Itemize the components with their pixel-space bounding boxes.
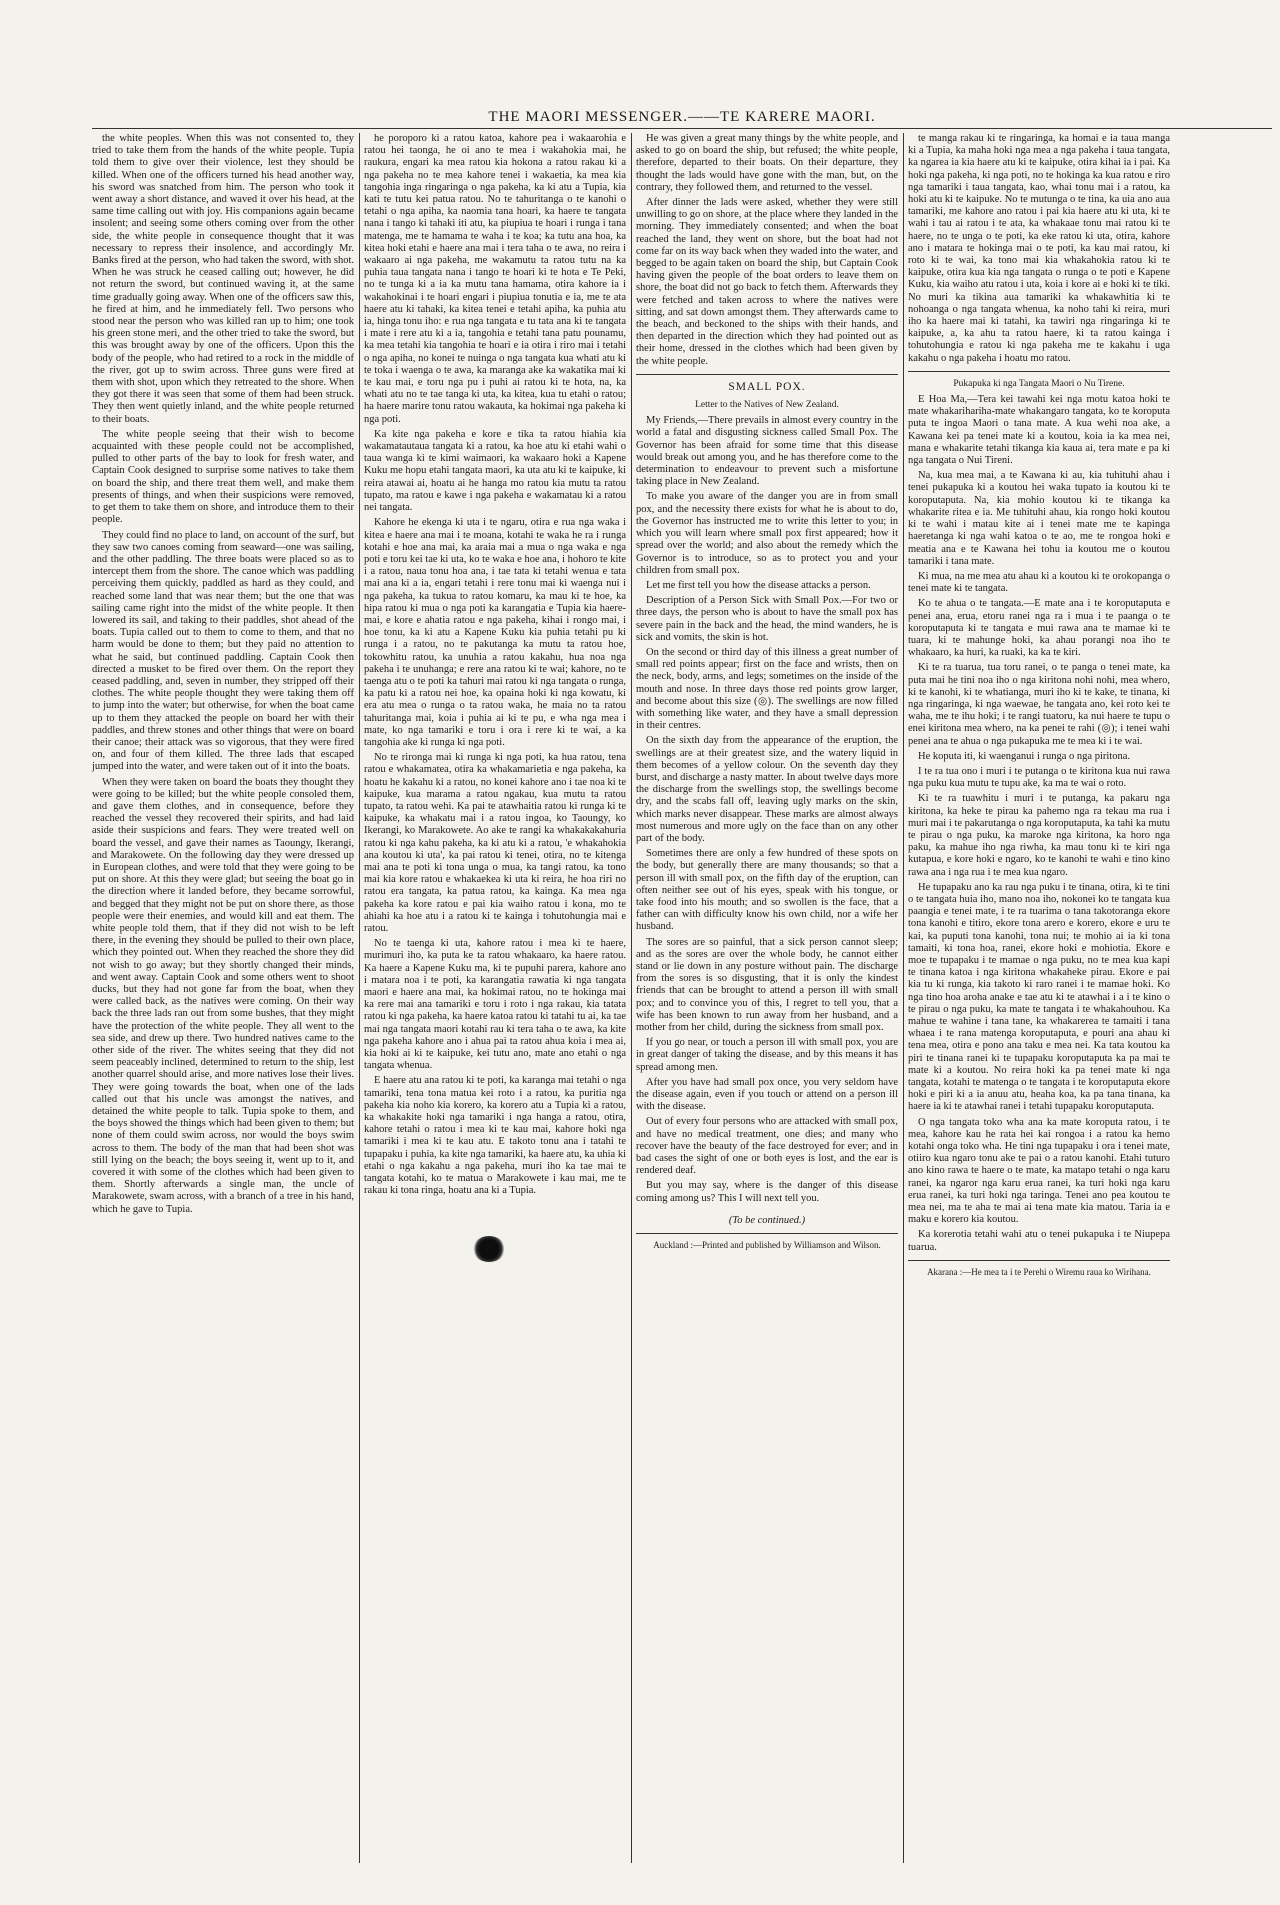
paragraph: On the sixth day from the appearance of the eruption, the swellings are at their greatest size, and the watery liquid in them becomes of a yellow colour. On the seventh day they burst, and discharge a nasty matter. In about twelve days more the discharge from the swellings stop, the swellings become dry, and the scabs fall off, leaving ugly marks on the skin, which marks never disappear. These marks are almost always most numerous and more ugly on the face than on any other part of the body. [636, 735, 898, 844]
printer-imprint: Akarana :—He mea ta i te Perehi o Wiremu raua ko Wirihana. [927, 1266, 1151, 1277]
section-rule [908, 371, 1170, 372]
paragraph: the white peoples. When this was not consented to, they tried to take them from the hands of the white people. Tupia told them to give over their violence, lest they should be killed. When one of the officers turned his head another way, his sword was snatched from him. The person who took it went away a short distance, and waved it over his head, at the same time calling out with joy. His companions again became insolent; and seeing some others coming over from the other side, the white people in consequence thought that it was necessary to repress their insolence, and accordingly Mr. Banks fired at the person, who had taken the sword, with shot. When he was struck he ceased calling out; however, he did not return the sword, but continued waving it, at the same time gradually going away. When one of the officers saw this, he fired at him, and he immediately fell. Two persons who stood near the person who was killed ran up to him; one took his green stone meri, and the other tried to take the sword, but this was brought away by one of the officers. Upon this the body of the people, who had retired to a rock in the middle of the river, got up to swim across. Three guns were fired at them with shot, upon which they retreated to the shore. When they got there it was seen that some of them had been struck. They then went quietly inland, and the white people returned to their boats. [92, 133, 354, 425]
masthead-rule [92, 128, 1272, 129]
column-divider [903, 133, 904, 1863]
paragraph: Ko te ahua o te tangata.—E mate ana i te koroputaputa e penei ana, erua, etoru ranei nga ra i mua i te paanga o te koroputaputa ki te tangata e mui rawa ana te mamae ki te tuara, ki te mahunge hoki, ka ahau porangi noa iho te whakaaro, ka huri, ka ruaki, ka ka te kiri. [908, 598, 1170, 659]
paragraph: I te ra tua ono i muri i te putanga o te kiritona kua nui rawa nga puku kua mutu te tupu ake, ka ma te wai o roto. [908, 765, 1170, 790]
paragraph: On the second or third day of this illness a great number of small red points appear; first on the face and wrists, then on the neck, body, arms, and legs; sometimes on the inside of the mouth and nose. In three days those red points grow larger, and become about this size (◎). The swellings are now filled with something like water, and they have a small depression in their centres. [636, 646, 898, 732]
paragraph: Kahore he ekenga ki uta i te ngaru, otira e rua nga waka i kitea e haere ana mai i te moana, kotahi te waka he ra i runga kotahi e hoe ana mai, ka araia mai a mua o nga waka e nga poti e toru kei tae ki uta, ko te waka e hoe ana, i hohoro te kite i a ratou, naua tonu hoa ana, i tae tata ki tetahi wenua e tata mai ana ki a ia, engari tetahi i rere tonu mai ki waenga nui i nga pakeha, ka tukua to ratou komaru, ka mau ki te hoe, ka hipa ratou ki mua o nga poti ka karangatia e Tupia kia haere-mai, e kore e ahatia ratou e nga pakeha, kihai i rongo mai, i hoe tonu, ka ki atu a Kapene Kuku kia puhia tetahi pu ki runga i a ratou, no te pakutanga ka mutu ta ratou hoe, tokowhitu ratou, ka unuhia a ratou kakahu, hua noa nga pakeha i te unuhanga; e rere ana ratou ki te wai; kahore, no te taenga atu o te poti ka tahuri mai ratou ki nga tangata o runga, ka patu ki a ratou nei hoe, ka opaina hoki ki nga kowatu, ki era atu mea o runga o ta ratou waka, he maia no ta ratou tahuritanga mai, koia i puhia ai ki te pu, e wha nga mea i mate, ko nga tamariki e toru i ora i rere ki te wai, a ka tangohia ake ki runga ki nga poti. [364, 517, 626, 748]
imprint-rule [636, 1233, 898, 1234]
column-3 [636, 133, 898, 1251]
paragraph: To make you aware of the danger you are in from small pox, and the necessity there exists for what he is about to do, the Governor has instructed me to write this letter to you; in which you will learn where small pox first appeared; how it spread over the world; and also about the remedy which the Governor is to introduce, so as to protect you and your children from small pox. [636, 491, 898, 576]
article-heading: Pukapuka ki nga Tangata Maori o Nu Tirene. [953, 378, 1125, 389]
paragraph: Ka kite nga pakeha e kore e tika ta ratou hiahia kia wakamatautaua tangata ki a ratou, ka hoe atu ki etahi wahi o taua wanga ki te kimi waimaori, ka wakaaro hoki a Kapene Kuku me hopu etahi tangata maori, ka uta atu ki te kaipuke, ki reira atawai ai, hoatu ai he hanga mo ratou kia mutu ta ratou tupato, ma ratou e kawe i nga pakeha e wakamatau ki a ratou nei tangata. [364, 428, 626, 514]
paragraph: Ki mua, na me mea atu ahau ki a koutou ki te orokopanga o tenei mate ki te tangata. [908, 570, 1170, 595]
column-2 [364, 133, 626, 1200]
paragraph: No te rironga mai ki runga ki nga poti, ka hua ratou, tena ratou e whakamatea, otira ka whakamarietia e nga pakeha, ka hoatu he kakahu ki a ratou, no konei kahore ano i tae noa ki te kaipuke, kua marama a ratou ngakau, kua mutu ta ratou tupato, ta ratou wehi. Ka pai te atawhaitia ratou ki runga ki te kaipuke, ka whakatu mai i a ratou ingoa, ko Taoungy, ko Ikerangi, ko Marakowete. Ao ake te rangi ka whakakakahuria ratou ki nga kahu pakeha, ka ki atu ki a ratou, 'e whakahokia ana koutou ki uta', ka pai ratou ki tenei, otira, no te kitenga mai ana te poti ki tona unga o mua, ka tangi ratou, ka tono mai kia kore ratou e whakaekea ki uta ki reira, he hoa riri no ratou era tangata, ka patua ratou, ka kainga. Ka mea nga pakeha ka kore ratou e pai kia waiho ratou i kona, mo te ahiahi ka hoe atu i a ratou ki te kainga i tohutohungia mai e ratou. [364, 752, 626, 934]
paragraph: No te taenga ki uta, kahore ratou i mea ki te haere, murimuri iho, ka puta ke ta ratou whakaaro, ka haere ratou. Ka haere a Kapene Kuku ma, ki te pupuhi parera, kahore ano i matara noa i te poti, ka karangatia rawatia ki nga tangata maori e haere ana mai, ka hokimai ratou, no te hokinga mai ka rere mai ana tamariki e toru i roto i nga rakau, kia tatata ratou ki nga pakeha, ka haere katoa ratou ki tatahi tu ai, ka tae mai nga tangata maori kotahi rau ki tera taha o te awa, ka kite nga pakeha kahore ano i ahua pai ta ratou ahua koia i mea ai, kia hoki ai ki te kaipuke, kei tutu ano, mate ano etahi o nga tangata whenua. [364, 938, 626, 1072]
printer-imprint: Auckland :—Printed and published by Williamson and Wilson. [653, 1240, 881, 1251]
masthead: THE MAORI MESSENGER.——TE KARERE MAORI. [488, 109, 876, 125]
column-4 [908, 133, 1170, 1278]
paragraph: he poroporo ki a ratou katoa, kahore pea i wakaarohia e ratou hei taonga, he oi ano te mea i wakahokia mai, he raukura, engari ka mea ratou kia hokona a ratou rakau ki a nga pakeha no te mea kahore tenei i wakaetia, ka mea kia tangohia inga ringaringa o nga pakeha, ka ki atu a Tupia, kia kati te tutu kei patua ratou. No te tahuritanga o te kanohi o tetahi o nga apiha, ka naomia tana hoari, ka haere te tangata nana i tango ki tahaki iti atu, ka piupiua te hoari i runga i tana matenga, me te hamama te waha i te koa; ka tutu ana hoa, ka kitea hoki etahi e haere ana mai i tera taha o te awa, no reira i wakaaro ai nga pakeha, me wakamutu ta ratou tutu na ka puhia taua tangata nana i tango te hoari ki te hota e Te Peki, no te tunga ki a ia ka mutu tana hamama, otira kahore ia i wakahokinai i te hoari engari i piupiua tonutia e ia, me te ata haere atu ki tahaki, ka kitea tenei e tetahi apiha, ka puhia atu ia, hinga tonu iho: e rua nga tangata e tu tata ana ki te tangata i mate i rere atu ki a ia, tangohia e tetahi tana patu pounamu, ka mea tetahi kia tangohia te hoari e ia otira i riro mai i tetahi o nga apiha, no konei te nuinga o nga tangata kua whati atu ki te toka i waenga o te awa, ka maranga ake ka wakatika mai ki te kau mai, e toru nga pu i puhi ai ratou ki te hota, na, ka whati atu no te tae tanga ki uta, ka kitea, kua tu etahi o ratou; ha haere marire tonu ratou wakauta, ka hokimai nga pakeha ki nga poti. [364, 133, 626, 425]
paragraph: After you have had small pox once, you very seldom have the disease again, even if you touch or attend on a person ill with the disease. [636, 1076, 898, 1113]
paragraph: The sores are so painful, that a sick person cannot sleep; and as the sores are over the whole body, he cannot either stand or lie down in any posture without pain. The discharge from the sores is so disgusting, that it is only the kindest friends that can be brought to attend a person ill with small pox; and to convince you of this, I regret to tell you, that a wife has been known to run away from her husband, and a mother from her child, during the sickness from small pox. [636, 936, 898, 1034]
paragraph: When they were taken on board the boats they thought they were going to be killed; but the white people consoled them, and gave them clothes, and in consequence, before they reached the vessel they recovered their spirits, and had laid aside their suspicions and fears. They were treated well on board the vessel, and gave their names as Taoungy, Ikerangi, and Marakowete. On the following day they were dressed up in European clothes, and were told that they were going to be put on shore. At this they were glad; but seeing the boat go in the direction where it landed before, they became sorrowful, and begged that they might not be put on shore there, as those people were their enemies, and would kill and eat them. The white people told them, that if they did not wish to be left there, in the evening they should be pulled to their own place, which they pointed out. When they reached the shore they did not wish to go away; but they shortly changed their minds, and went away. Captain Cook and some others went to shoot ducks, but they had not gone far from the boat, when they were called back, as the natives were coming. On their way back the three lads ran out from some bushes, that they might have the protection of the white people. They all went to the sea side, and drew up there. Two hundred natives came to the other side of the river. The whites seeing that they did not seem peaceably inclined, determined to return to the ship, lest another quarrel should arise, and more natives lose their lives. They were going towards the boat, when one of the lads called out that his uncle was amongst the natives, and detained the white people to talk. Tupia spoke to them, and the boys showed the things which had been given to them; but none of them could swim across, nor would the boys swim across to them. The body of the man that had been shot was still lying on the beach; the boys seeing it, went up to it, and covered it with some of the clothes which had been given to them. Shortly afterwards a single man, the uncle of Marakowete, swam across, with a branch of a tree in his hand, which he gave to Tupia. [92, 776, 354, 1215]
paragraph: Na, kua mea mai, a te Kawana ki au, kia tuhituhi ahau i tenei pukapuka ki a koutou hei waka tupato ia koutou ki te koroputaputa. Na, kia mohio koutou ki te tikanga ka whakarite ritea e ia. Me tuhituhi ahau, kia rongo hoki koutou ki te wahi i matau kite ai i tenei mate me te kapinga haeretanga ki nga wahi katoa o te ao, me te rongoa hoki e meatia ana e te Kawana hei tohu ia koutou me o koutou tamariki i tana mate. [908, 470, 1170, 567]
paragraph: E haere atu ana ratou ki te poti, ka karanga mai tetahi o nga tamariki, tena tona matua kei roto i a ratou, ka puritia nga pakeha kia noho kia korero, ka korero atu a Tupia ki a ratou, ka whakakite hoki nga tamariki i nga hanga a ratou, otira, kahore tetahi o ratou i mea ki te kau mai, kahore hoki nga tamariki i mea ki te kau atu. E takoto tonu ana i tatahi te tupapaku i puhia, ka kite nga tamariki, ka haere atu, ka uhia ki etahi o nga kakahu a nga pakeha, muri iho ka tae mai te tangata kotahi, ko te matua o Marakowete i kau mai, me te rakau ki tona ringa, hoatu ana ki a Tupia. [364, 1075, 626, 1197]
paragraph: Sometimes there are only a few hundred of these spots on the body, but generally there are many thousands; so that a person ill with small pox, on the fifth day of the eruption, can often neither see out of his eyes, speak with his tongue, or take food into his mouth; and so swollen is the face, that a father can with difficulty know his own child, nor a wife her husband. [636, 848, 898, 933]
paragraph: O nga tangata toko wha ana ka mate koroputa ratou, i te mea, kahore kau he rata hei kai rongoa i a ratou ka hemo kotahi onga toko wha. He tini nga tupapaku i ora i tenei mate, otiiro kua ngaro tonu ake te pai o a ratou kanohi. Etahi tuturo ano kino rawa te haere o te mate, ka matapo tetahi o nga karu ranei, ka ngaror nga karu erua ranei, ka turi hoki nga karu erua ranei, ka turi hoki nga taringa. Tenei ano pea koutou te mea nei, ma te aha te mai ai tena mate kia matou. Taria ia e maku e korero kia koutou. [908, 1116, 1170, 1226]
paragraph: Ki te ra tuarua, tua toru ranei, o te panga o tenei mate, ka puta mai he tini noa iho o nga kiritona nohi nohi, mea whero, ki te kanohi, ki te whatianga, muri iho ki te kake, te tinana, ki nga ringaringa, ki nga waewae, he tangata ano, kei roto kei te waha, me te ihu hoki; i te rangi tuatoru, ka nui haere te tupu o enei kiritona mea whero, na ka penei te rahi (◎); i tenei wahi penei ana te ahua o nga pukapuka me te mea ki i te wai. [908, 662, 1170, 747]
paragraph: If you go near, or touch a person ill with small pox, you are in great danger of taking the disease, and by this means it has spread among men. [636, 1037, 898, 1073]
ink-blot [472, 1236, 506, 1262]
paragraph: But you may say, where is the danger of this disease coming among us? This I will next tell you. [636, 1180, 898, 1204]
section-rule [636, 374, 898, 375]
paragraph: Description of a Person Sick with Small Pox.—For two or three days, the person who is about to have the small pox has severe pain in the back and the head, the mind wanders, he is sick and vomits, the skin is hot. [636, 595, 898, 643]
continued-note: (To be continued.) [728, 1214, 806, 1226]
paragraph: E Hoa Ma,—Tera kei tawahi kei nga motu katoa hoki te mate whakarihariha-mate whakangaro tangata, ko te koroputa puta te ingoa Maori o tana mate. A kua wehi noa ake, a Kawana kei pa tenei mate ki a koutou, koia ia ka mea nei, mana e whakarite tetahi tikanga kia kaua ai, tera mate e pa ki nga tangata o Nui Tireni. [908, 394, 1170, 467]
paragraph: He was given a great many things by the white people, and asked to go on board the ship, but refused; the white people, therefore, departed to their boats. On their departure, they thought the lads would have gone with the man, but, on the contrary, they followed them, and returned to the vessel. [636, 133, 898, 193]
column-divider [631, 133, 632, 1863]
paragraph: Out of every four persons who are attacked with small pox, and have no medical treatment, one dies; and many who recover have the beauty of the face destroyed for ever; and in bad cases the sight of one or both eyes is lost, and the ear is rendered deaf. [636, 1116, 898, 1177]
paragraph: Let me first tell you how the disease attacks a person. [646, 579, 871, 591]
paragraph: Ka korerotia tetahi wahi atu o tenei pukapuka i te Niupepa tuarua. [908, 1229, 1170, 1253]
imprint-rule [908, 1260, 1170, 1261]
paragraph: After dinner the lads were asked, whether they were still unwilling to go on shore, at the place where they landed in the morning. They immediately consented; and when the boat reached the land, they went on shore, but the boat had not come far on its way back when they waded into the water, and begged to be again taken on board the ship, but Captain Cook having given the people of the boat orders to leave them on shore, the boat did not go back to fetch them. Afterwards they were fetched and taken across to where the natives were sitting, and sat down amongst them. They afterwards came to the beach, and beckoned to the ships with their hands, and then departed in the direction which they had pointed out as their home, dressed in the clothes which had been given by the white people. [636, 197, 898, 367]
paragraph: The white people seeing that their wish to become acquainted with these people could not be accomplished, pulled to other parts of the bay to look for fresh water, and Captain Cook designed to surprise some natives to take them on board the ship, and there treat them well, and make them presents of things, and when their suspicions were removed, to get them to take them on shore, and introduce them to their people. [92, 428, 354, 526]
paragraph: Ki te ra tuawhitu i muri i te putanga, ka pakaru nga kiritona, ka heke te pirau ka pahemo nga ra tekau ma rua i muri mai i te pakarutanga o nga koroputaputa, ka tahi ka mutu te pirau o nga puku, ka maroke nga kiritona, ka horo nga paku, ka mahue iho nga riwha, ka mau tonu ki te kiri nga kutapua, e kore hoki e ngaro, ko te kanohi te wahi e tino kino rawa ana i nga rua i te mea kua ngaro. [908, 793, 1170, 878]
paragraph: te manga rakau ki te ringaringa, ka homai e ia taua manga ki a Tupia, ka maha hoki nga mea a nga pakeha i taua tangata, ka ngarea ia kia haere atu ki te kaipuke, otira kihai ia i pai. Ka hoki nga pakeha, ki nga poti, no te hokinga ka kua ratou e riro nga tamariki i taua tangata, kao, whai tonu mai i a ratou, ka hoki atu ki te kaipuke. No te mutunga o te tina, ka uia ano aua tamariki, me kahore ano ratou i pai kia haere atu ki uta, ki te wahi i tau ai ratou i te ata, ka whakaae tonu mai ratou ki te haere, no te unga o te poti, ka eke ratou ki uta, otira, kahore ano i matara te hokinga mai o te poti, ka kau mai ratou, ki roto ki te wai, ka tono mai kia whakahokia ratou ki te kaipuke, otira kua kia nga tangata o runga o te poti e Kapene Kuku, kia waiho atu ratou i uta, koia i kore ai e hoki ki te tiki. No muri ka tikina aua tamariki ka whakawhitia ki te nohoanga o nga tangata whenua, ka noho tahi ki reira, muri iho ka haere mai ki tatahi, ka tawiri nga ringaringa ki te kaipuke, a, ka ahu ta ratou haere, ki ta ratou kainga i tohutohungia e ratou ki nga pakeha me te kakahu i uga kakahu o nga pakeha i hoatu mo ratou. [908, 133, 1170, 364]
paragraph: My Friends,—There prevails in almost every country in the world a fatal and disgusting sickness called Small Pox. The Governor has been afraid for some time that this disease would break out among you, and he has therefore come to the determination to endeavour to prevent such a misfortune taking place in New Zealand. [636, 415, 898, 488]
article-subheading: Letter to the Natives of New Zealand. [695, 400, 839, 411]
paragraph: He koputa iti, ki waenganui i runga o nga piritona. [918, 750, 1130, 762]
article-heading: SMALL POX. [728, 380, 806, 393]
column-1 [92, 133, 354, 1219]
paragraph: He tupapaku ano ka rau nga puku i te tinana, otira, ki te tini o te tangata huia iho, mano noa iho, nokonei ko te tangata kua paangia e tenei mate, i te ra tuarima o tana takotoranga ekore tona kanohi e titiro, ekore tona arero e korero, ekore e uru te kai, ka puputi tona kanohi, tona nui; te mohio ai ia ki tona tamaiti, ki tona hoa, ranei, ekore hoki e mohiotia. Ekore e moe te tupapaku i te mamae o nga puku, no te mea kua kapi te tinana katoa i nga kiritona whakaheke pirau. Ekore e pai kia tu ki runga, kia takoto ki raro ranei i te mamae hoki. Ko nga tino hoa aroha anake e tae atu ki te atawhai i a i te kino o te pirau o nga puku, ka mate te tangata i te whakahouhou. Ka mahue te wahine i tana tane, ka whakarerea te tamaiti i tana whaea i te rana matenga koroputaputa, e pouri ana ahau ki tena mea, otira e pono ana taku e mea nei. Ka tata koutou ka piri te tinana ranei ki te tupapaku koroputaputa ka pa mai te mate ki a koutou. No reira hoki ka pa tenei mate ki nga tangata, kotahi te matenga o te tangata i te koroputaputa ekore hoki e piri ki a ia anuu atu, heaha koa, ka pa tana tinana, ka haere ia ki te atawhai ranei i tetahi tupapaku koroputaputa. [908, 881, 1170, 1113]
column-divider [359, 133, 360, 1863]
paragraph: They could find no place to land, on account of the surf, but they saw two canoes coming from seaward—one was sailing, and the other paddling. The three boats were placed so as to intercept them from the shore. The canoe which was paddling perceiving them quickly, paddled as hard as they could, and reached some land that was near them; but the one that was sailing came right into the midst of the white people. It then lowered its sail, and taking to their paddles, shot ahead of the boats. Tupia called out to them to come to them, and that no harm would be done to them; but they paid no attention to what he said, but continued paddling. Captain Cook then directed a musket to be fired over them. On the report they ceased paddling, and, seven in number, they stripped off their clothes. The white people thought they were taking them off to jump into the water; but otherwise, for when the boat came up to them they attacked the people on board her with their paddles, and threw stones and other things that were on board their canoe; their attack was so vigorous, that they were fired on, and four of them killed. The three lads that escaped jumped into the water, and were taken out of it into the boats. [92, 529, 354, 773]
